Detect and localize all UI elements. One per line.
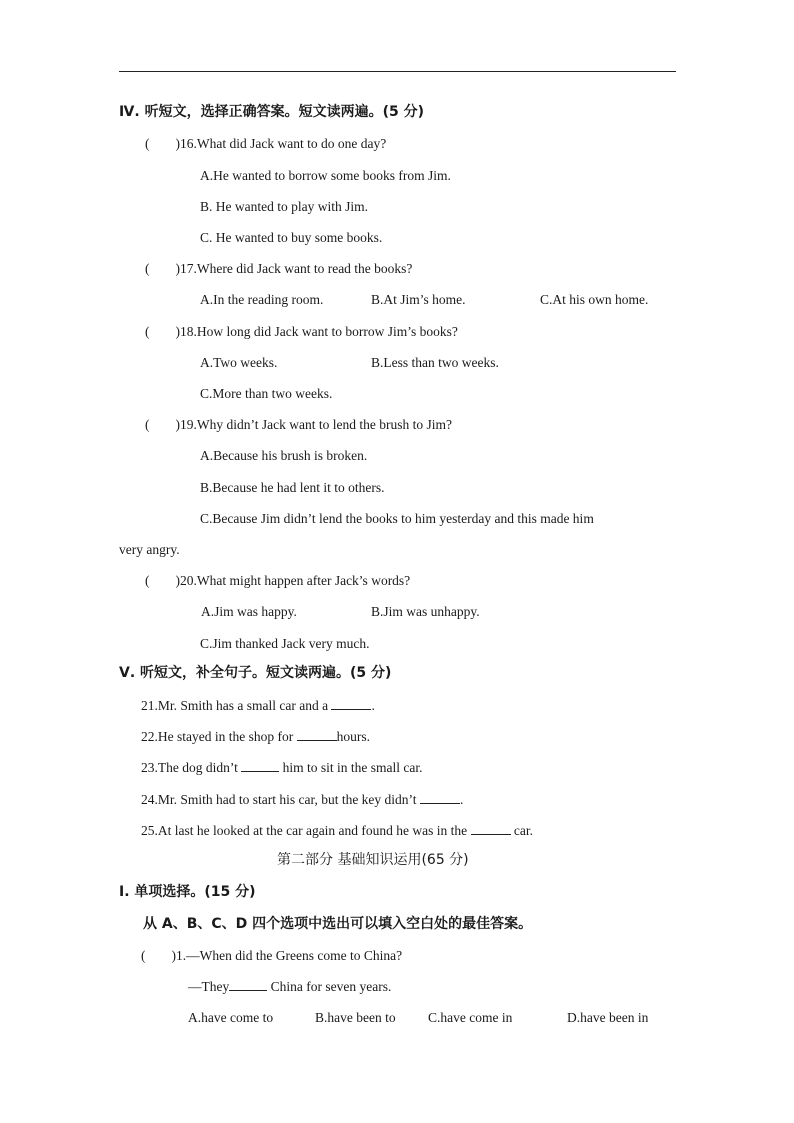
item-text-end: him to sit in the small car.	[279, 760, 423, 775]
answer-blank[interactable]	[241, 759, 279, 772]
answer-blank[interactable]	[297, 728, 337, 741]
mc-option-d: D.have been in	[567, 1010, 649, 1025]
option-16b: B. He wanted to play with Jim.	[200, 199, 368, 214]
item-text-end: hours.	[336, 729, 370, 744]
answer-paren-close: )	[175, 324, 180, 339]
answer-blank[interactable]	[331, 697, 371, 710]
option-17c: C.At his own home.	[540, 292, 649, 307]
mc-option-a: A.have come to	[188, 1010, 274, 1025]
question-text: 18.How long did Jack want to borrow Jim’s books?	[180, 324, 458, 339]
question-text: 20.What might happen after Jack’s words?	[180, 573, 411, 588]
option-16c: C. He wanted to buy some books.	[200, 230, 383, 245]
part2-section1-heading: Ⅰ. 单项选择。(15 分)	[119, 884, 256, 900]
item-text: 23.The dog didn’t	[141, 760, 242, 775]
fill-item-23	[141, 759, 422, 777]
answer-paren-close: )	[175, 136, 180, 151]
question-text: 1.—When did the Greens come to China?	[176, 948, 403, 963]
answer-blank[interactable]	[471, 822, 511, 835]
part2-title: 第二部分 基础知识运用(65 分)	[277, 852, 469, 868]
option-18a: A.Two weeks.	[200, 355, 278, 370]
answer-text: —They	[188, 979, 230, 994]
option-20b: B.Jim was unhappy.	[371, 604, 480, 619]
fill-item-22	[141, 728, 370, 746]
item-text: 24.Mr. Smith had to start his car, but the key didn’t	[141, 792, 420, 807]
answer-paren-open: (	[145, 136, 150, 151]
item-text-end: .	[459, 792, 464, 807]
answer-blank[interactable]	[420, 791, 460, 804]
option-18b: B.Less than two weeks.	[371, 355, 499, 370]
question-text: 16.What did Jack want to do one day?	[180, 136, 387, 151]
question-18	[145, 323, 458, 341]
option-19a: A.Because his brush is broken.	[200, 448, 368, 463]
fill-item-25	[141, 822, 533, 840]
answer-paren-open: (	[145, 324, 150, 339]
option-20a: A.Jim was happy.	[201, 604, 297, 619]
answer-text-end: China for seven years.	[267, 979, 392, 994]
answer-paren-open: (	[145, 417, 150, 432]
option-17a: A.In the reading room.	[200, 292, 324, 307]
fill-item-24	[141, 791, 463, 809]
question-19	[145, 416, 452, 434]
question-text: 19.Why didn’t Jack want to lend the brush to Jim?	[180, 417, 452, 432]
answer-paren-close: )	[171, 948, 176, 963]
answer-paren-close: )	[175, 417, 180, 432]
mc-option-c: C.have come in	[428, 1010, 513, 1025]
mc-option-b: B.have been to	[315, 1010, 396, 1025]
item-text-end: .	[371, 698, 375, 713]
item-text: 22.He stayed in the shop for	[141, 729, 297, 744]
section5-heading: Ⅴ. 听短文，补全句子。短文读两遍。(5 分)	[119, 665, 392, 681]
option-17b: B.At Jim’s home.	[371, 292, 466, 307]
mc-question-1	[141, 947, 402, 965]
fill-item-21	[141, 697, 375, 715]
answer-paren-open: (	[141, 948, 146, 963]
answer-paren-open: (	[145, 573, 150, 588]
question-20	[145, 572, 410, 590]
question-16	[145, 135, 386, 153]
item-text: 25.At last he looked at the car again and found he was in the	[141, 823, 471, 838]
option-19b: B.Because he had lent it to others.	[200, 480, 385, 495]
answer-paren-open: (	[145, 261, 150, 276]
option-19c-continued: very angry.	[119, 542, 180, 557]
header-rule	[119, 71, 676, 72]
item-text-end: car.	[510, 823, 534, 838]
answer-blank[interactable]	[229, 978, 267, 991]
answer-paren-close: )	[175, 573, 180, 588]
option-16a: A.He wanted to borrow some books from Jim.	[200, 168, 451, 183]
answer-paren-close: )	[175, 261, 180, 276]
mc-answer-line	[188, 978, 391, 996]
item-text: 21.Mr. Smith has a small car and a	[141, 698, 332, 713]
option-18c: C.More than two weeks.	[200, 386, 333, 401]
option-19c: C.Because Jim didn’t lend the books to him yesterday and this made him	[200, 511, 594, 526]
section4-heading: Ⅳ. 听短文，选择正确答案。短文读两遍。(5 分)	[119, 104, 424, 120]
question-text: 17.Where did Jack want to read the books?	[180, 261, 413, 276]
question-17	[145, 260, 412, 278]
option-20c: C.Jim thanked Jack very much.	[200, 636, 370, 651]
part2-instruction: 从 A、B、C、D 四个选项中选出可以填入空白处的最佳答案。	[143, 916, 533, 932]
